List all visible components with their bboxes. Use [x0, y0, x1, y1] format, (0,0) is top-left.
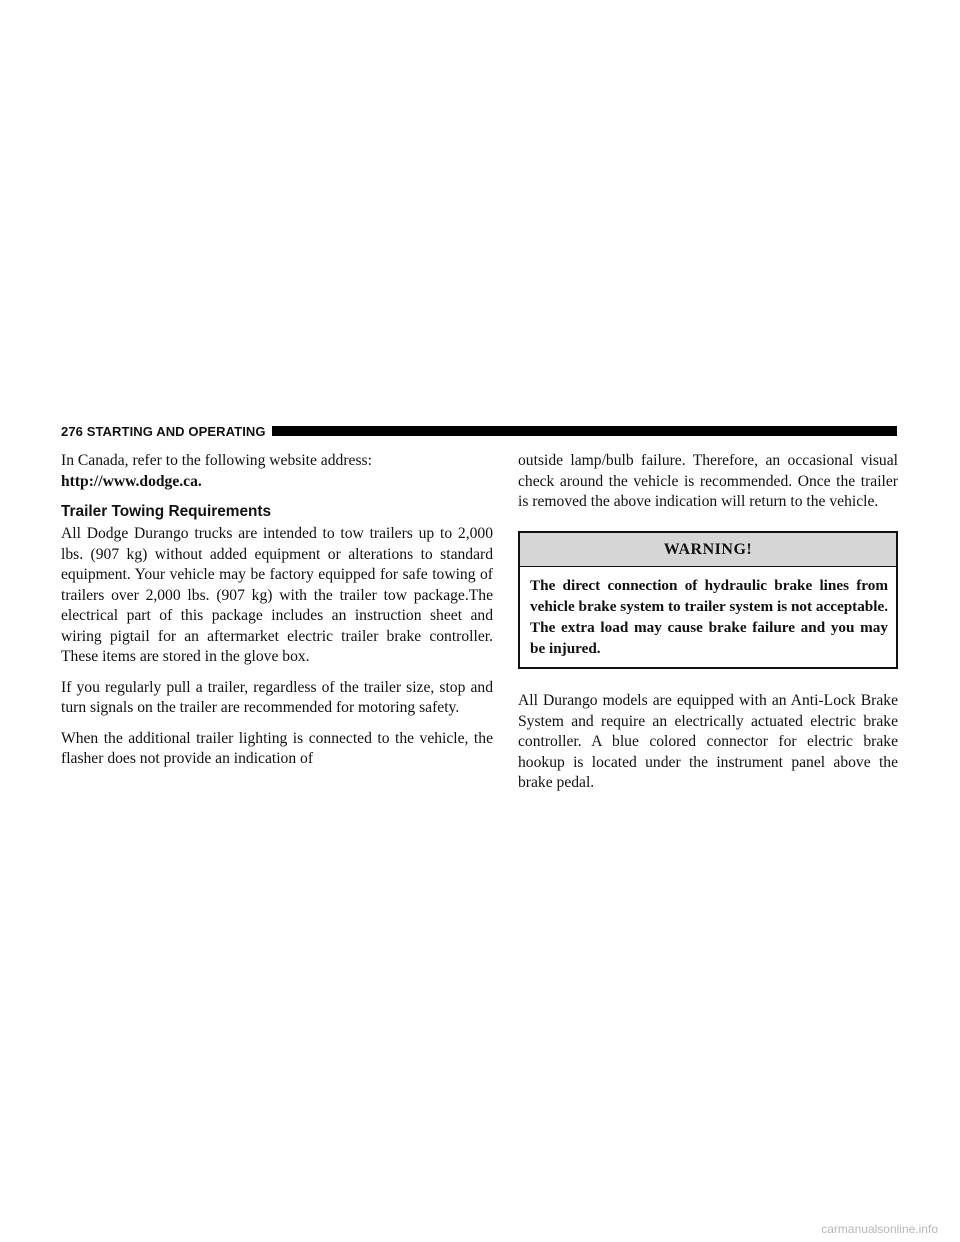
page-header — [61, 422, 897, 440]
brake-controller-paragraph: All Durango models are equipped with an Anti-Lock Brake System and require an electrically actuated electric brake controller. A blue colored connector for electric brake hookup is located under the instrument panel above the brake pedal. — [518, 692, 898, 791]
intro-text: In Canada, refer to the following website address: — [61, 452, 372, 469]
warning-text: The direct connection of hydraulic brake lines from vehicle brake system to trailer system is not acceptable. The extra load may cause brake failure and you may be injured. — [530, 577, 888, 657]
warning-title: WARNING! — [520, 533, 896, 568]
website-link[interactable]: http://www.dodge.ca. — [61, 472, 202, 490]
right-column — [518, 451, 898, 804]
header-rule — [272, 426, 897, 436]
watermark: carmanualsonline.info — [821, 1222, 938, 1236]
intro-paragraph — [61, 451, 493, 492]
towing-paragraph: All Dodge Durango trucks are intended to tow trailers up to 2,000 lbs. (907 kg) without added equipment or alterations to standard equipment. Your vehicle may be factory equipped for safe towing of trailers over 2,000 lbs. (907 kg) with the trailer tow package.The electrical part of this package includes an instruction sheet and wiring pigtail for an aftermarket electric trailer brake controller. These items are stored in the glove box. — [61, 525, 493, 665]
signals-paragraph: If you regularly pull a trailer, regardless of the trailer size, stop and turn signals on the trailer are recommended for motoring safety. — [61, 678, 493, 716]
page-number-title: 276 STARTING AND OPERATING — [61, 423, 266, 439]
lamp-failure-paragraph: outside lamp/bulb failure. Therefore, an occasional visual check around the vehicle is recommended. Once the trailer is removed the above indication will return to the vehicle. — [518, 452, 898, 510]
warning-box — [518, 531, 898, 670]
lighting-paragraph: When the additional trailer lighting is connected to the vehicle, the flasher does not provide an indication of — [61, 729, 493, 767]
section-heading: Trailer Towing Requirements — [61, 503, 272, 520]
left-column — [61, 451, 493, 780]
